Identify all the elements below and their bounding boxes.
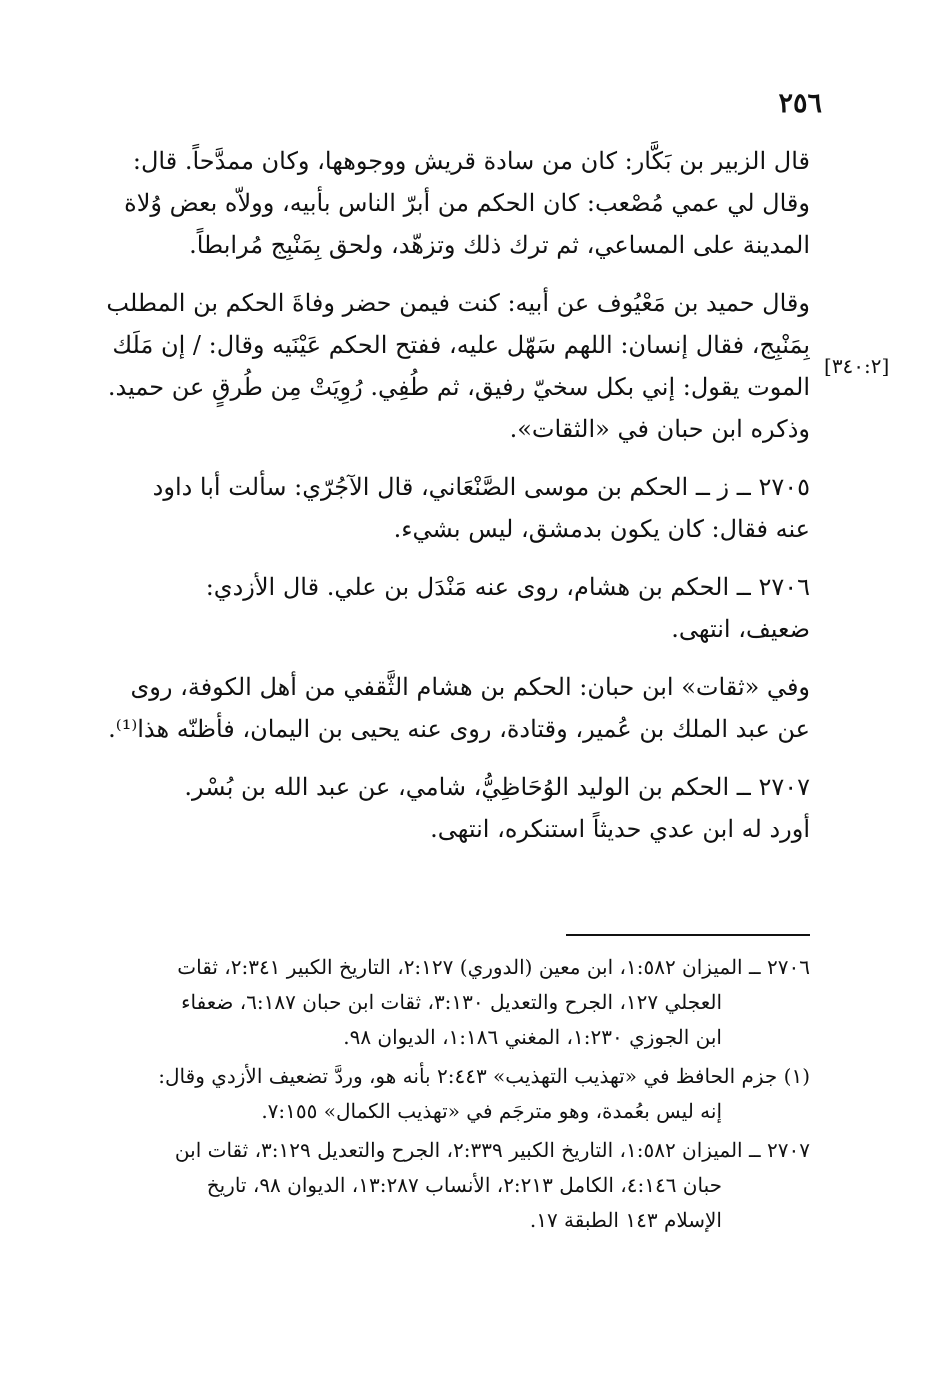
paragraph xyxy=(78,140,810,266)
footnotes xyxy=(78,950,810,1242)
text-line: ٢٧٠٦ ــ الحكم بن هشام، روى عنه مَنْدَل بن علي. قال الأزدي: xyxy=(205,573,810,601)
footnote-line: الإسلام ١٤٣ الطبقة ١٧. xyxy=(529,1208,722,1232)
text-line: وفي «ثقات» ابن حبان: الحكم بن هشام الثَّقفي من أهل الكوفة، روى xyxy=(130,673,810,701)
text-line: ٢٧٠٧ ــ الحكم بن الوليد الوُحَاظِيُّ، شامي، عن عبد الله بن بُسْر. xyxy=(184,773,810,801)
text-line: وقال لي عمي مُصْعب: كان الحكم من أبرّ الناس بأبيه، وولاّه بعض وُلاة xyxy=(124,189,810,217)
entry-2707 xyxy=(78,766,810,850)
text-line: الموت يقول: إني بكل سخيّ رفيق، ثم طُفِي. رُوِيَتْ مِن طُرقٍ عن حميد. xyxy=(107,373,810,401)
footnote-line: ابن الجوزي ١:٢٣٠، المغني ١:١٨٦، الديوان ٩٨. xyxy=(343,1025,722,1049)
page-number: ٢٥٦ xyxy=(778,88,822,119)
entry-2705 xyxy=(78,466,810,550)
text-line: ٢٧٠٥ ــ ز ــ الحكم بن موسى الصَّنْعَاني، قال الآجُرّي: سألت أبا داود xyxy=(152,473,810,501)
text-line: بِمَنْبِج، فقال إنسان: اللهم سَهّل عليه، ففتح الحكم عَيْنَيه وقال: / إن مَلَك xyxy=(112,331,810,359)
margin-reference: [٣٤٠:٢] xyxy=(824,354,890,378)
footnote-line: حبان ٤:١٤٦، الكامل ٢:٢١٣، الأنساب ١٣:٢٨٧، الديوان ٩٨، تاريخ xyxy=(206,1173,722,1197)
footnote-line: العجلي ١٢٧، الجرح والتعديل ٣:١٣٠، ثقات ابن حبان ٦:١٨٧، ضعفاء xyxy=(181,990,722,1014)
paragraph xyxy=(78,282,810,450)
text-line: المدينة على المساعي، ثم ترك ذلك وتزهّد، ولحق بِمَنْبِج مُرابطاً. xyxy=(189,231,810,259)
footnote-divider xyxy=(566,934,810,936)
text-line: وذكره ابن حبان في «الثقات». xyxy=(509,415,810,443)
text-line: أورد له ابن عدي حديثاً استنكره، انتهى. xyxy=(430,815,810,843)
text-line: قال الزبير بن بَكَّار: كان من سادة قريش ووجوهها، وكان ممدَّحاً. قال: xyxy=(132,147,810,175)
footnote-2707 xyxy=(78,1133,810,1238)
text-line: وقال حميد بن مَعْيُوف عن أبيه: كنت فيمن حضر وفاةَ الحكم بن المطلب xyxy=(106,289,810,317)
footnote-1 xyxy=(78,1059,810,1129)
footnote-line: (١) جزم الحافظ في «تهذيب التهذيب» ٢:٤٤٣ بأنه هو، وردَّ تضعيف الأزدي وقال: xyxy=(158,1064,810,1088)
text-line: ضعيف، انتهى. xyxy=(671,615,810,643)
paragraph xyxy=(78,666,810,750)
entry-2706 xyxy=(78,566,810,650)
footnote-2706 xyxy=(78,950,810,1055)
main-text xyxy=(78,140,810,866)
text-line: عنه فقال: كان يكون بدمشق، ليس بشيء. xyxy=(393,515,810,543)
text-line: عن عبد الملك بن عُمير، وقتادة، روى عنه يحيى بن اليمان، فأظنّه هذا⁽¹⁾. xyxy=(108,715,810,743)
footnote-line: إنه ليس بعُمدة، وهو مترجَم في «تهذيب الكمال» ٧:١٥٥. xyxy=(261,1099,722,1123)
footnote-line: ٢٧٠٦ ــ الميزان ١:٥٨٢، ابن معين (الدوري) ٢:١٢٧، التاريخ الكبير ٢:٣٤١، ثقات xyxy=(177,955,810,979)
footnote-line: ٢٧٠٧ ــ الميزان ١:٥٨٢، التاريخ الكبير ٢:٣٣٩، الجرح والتعديل ٣:١٢٩، ثقات ابن xyxy=(174,1138,810,1162)
